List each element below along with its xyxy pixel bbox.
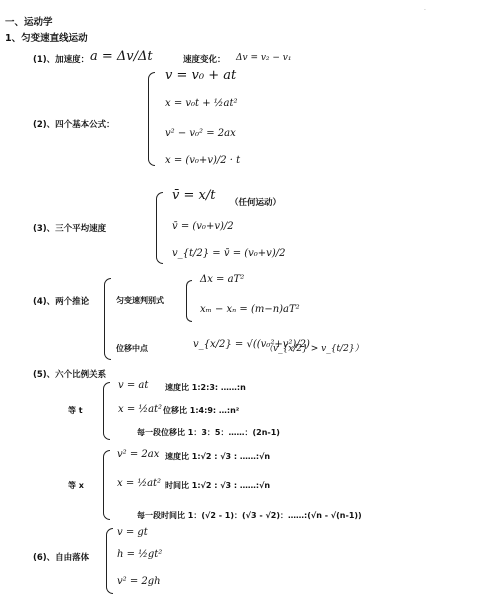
brace <box>106 528 113 594</box>
infer-f2: xₘ − xₙ = (m−n)aT² <box>200 304 300 315</box>
infer-label: (4)、两个推论 <box>33 297 90 307</box>
t3-ratio: 每一段位移比 1：3：5：……：(2n-1) <box>137 428 280 437</box>
basic-f1: v = v₀ + at <box>165 68 237 83</box>
brace <box>156 192 163 264</box>
x2: x = ½at² <box>117 478 162 489</box>
x1: v² = 2ax <box>117 449 160 460</box>
x2-ratio: 时间比 1:√2 : √3 : ……:√n <box>165 481 271 490</box>
infer-f3b: （v_{x/2} > v_{t/2}） <box>264 344 364 354</box>
section-title: 1、匀变速直线运动 <box>5 33 88 44</box>
avg-f2: v̄ = (v₀+v)/2 <box>172 221 234 232</box>
eq-t-label: 等 t <box>68 406 83 415</box>
infer-f3: v_{x/2} = √((v₀²+v²)/2) <box>193 339 310 350</box>
brace <box>148 72 155 166</box>
fall-f3: v² = 2gh <box>117 576 161 587</box>
brace <box>104 278 111 360</box>
dv-formula: Δv = v₂ − v₁ <box>236 53 292 63</box>
fall-f2: h = ½gt² <box>117 549 163 560</box>
brace <box>103 382 110 440</box>
brace <box>103 450 110 520</box>
avg-f3: v_{t/2} = v̄ = (v₀+v)/2 <box>172 248 286 259</box>
basic-f3: v² − v₀² = 2ax <box>165 128 236 139</box>
infer-sub1: 匀变速判别式 <box>116 296 164 305</box>
basic-label: (2)、四个基本公式： <box>33 120 115 130</box>
avg-note: （任何运动） <box>230 198 282 208</box>
brace <box>186 280 192 322</box>
eq-x-label: 等 x <box>68 481 84 490</box>
acc-formula: a = Δv/Δt <box>90 49 153 64</box>
t1: v = at <box>118 380 149 391</box>
fall-label: (6)、自由落体 <box>33 553 90 563</box>
avg-label: (3)、三个平均速度 <box>33 224 107 234</box>
corner-mark: · <box>424 7 426 14</box>
basic-f2: x = v₀t + ½at² <box>165 98 238 109</box>
dv-label: 速度变化： <box>183 55 226 65</box>
chapter-title: 一、运动学 <box>5 17 53 28</box>
x3-ratio: 每一段时间比 1：(√2 - 1)：(√3 - √2)：……:(√n - √(n-1)) <box>137 511 362 520</box>
t2-ratio: 位移比 1:4:9: …:n² <box>163 406 240 415</box>
acc-label: (1)、加速度： <box>33 55 90 65</box>
ratio-label: (5)、六个比例关系 <box>33 370 107 380</box>
t1-ratio: 速度比 1:2:3: ……:n <box>165 383 246 392</box>
x1-ratio: 速度比 1:√2 : √3 : ……:√n <box>165 452 271 461</box>
infer-f1: Δx = aT² <box>200 274 245 285</box>
basic-f4: x = (v₀+v)/2 · t <box>165 155 241 166</box>
infer-sub2: 位移中点 <box>116 344 148 353</box>
avg-f1: v̄ = x/t <box>172 188 216 203</box>
t2: x = ½at² <box>118 404 163 415</box>
fall-f1: v = gt <box>117 527 148 538</box>
